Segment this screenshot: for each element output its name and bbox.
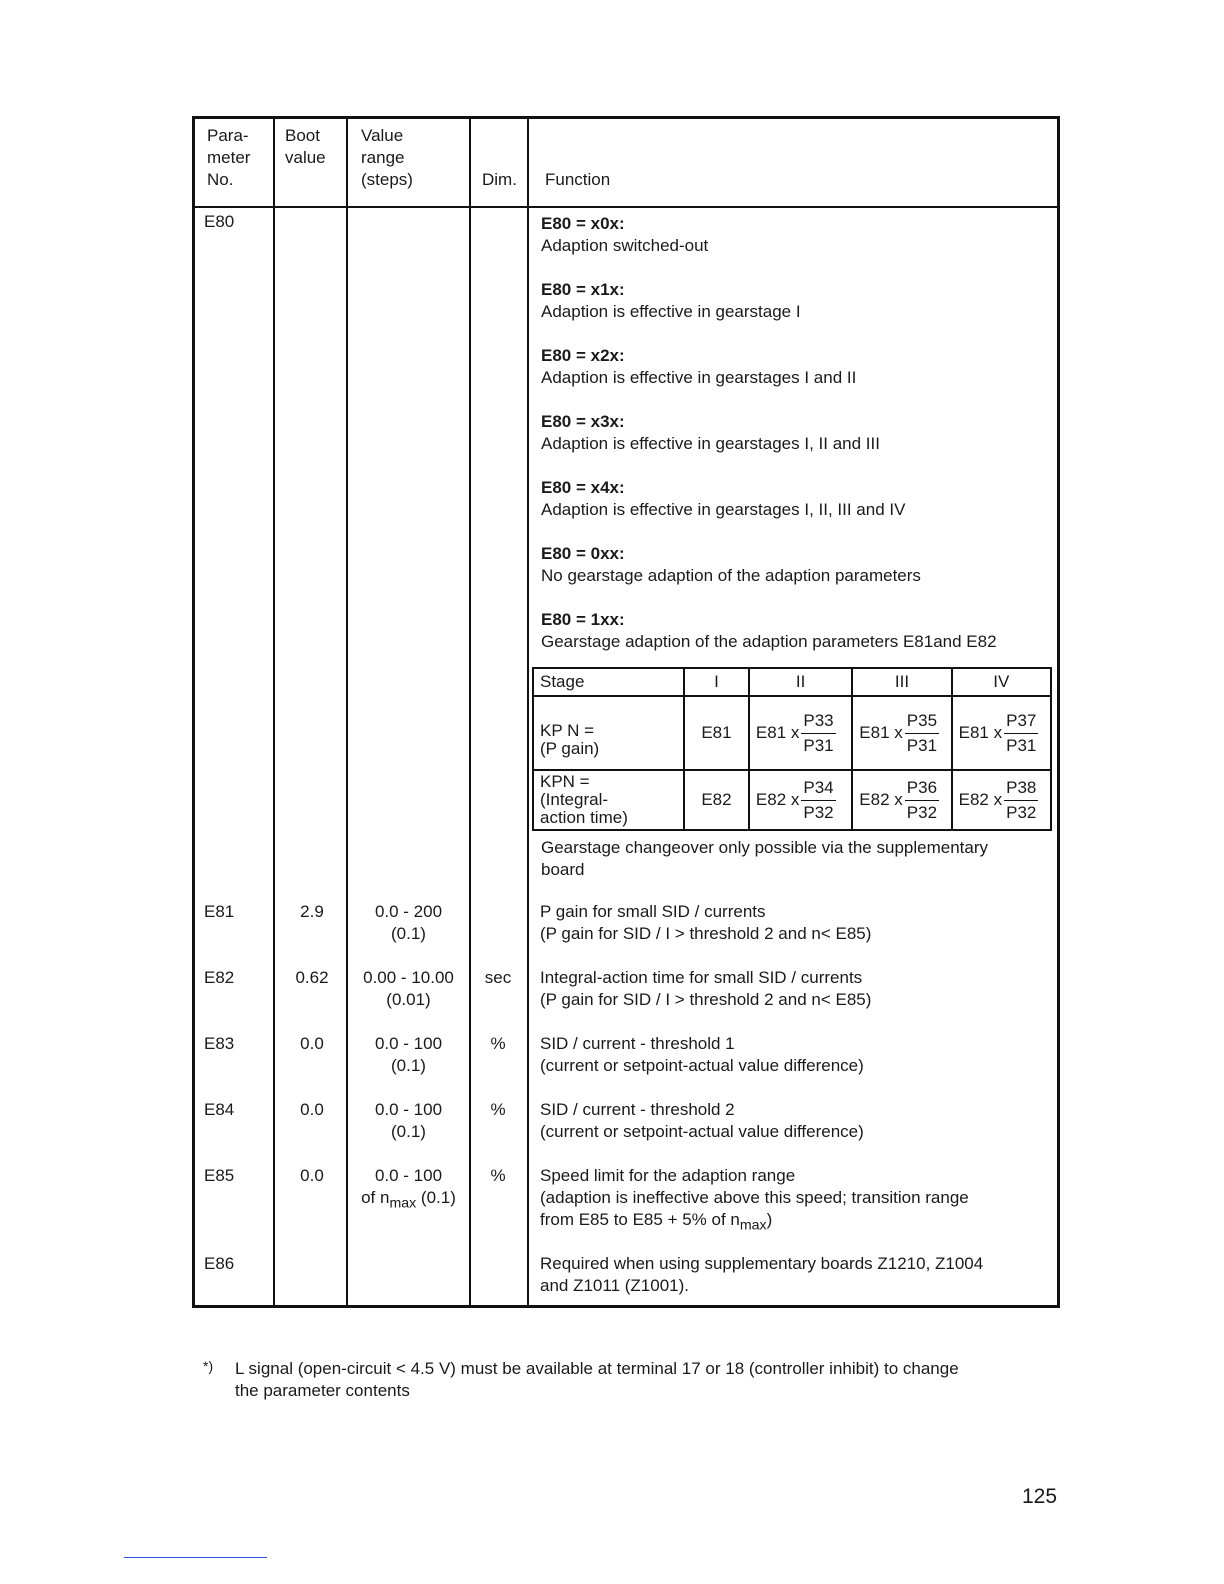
- e80-entry: E80 = x0x: Adaption switched-out: [541, 214, 709, 255]
- param-no: E83: [204, 1034, 235, 1053]
- value-range: 0.0 - 100 (0.1): [374, 1100, 443, 1141]
- kp-label: KP N = (P gain): [533, 696, 684, 770]
- value-range: 0.0 - 200 (0.1): [374, 902, 443, 943]
- boot-value: 0.0: [300, 1034, 324, 1053]
- table-row: [533, 696, 1051, 770]
- table-cell: E82 x P38 P32: [952, 770, 1051, 830]
- function-text: Speed limit for the adaption range (adaption is ineffective above this speed; transition range from E85 to E85 + 5% of $n_{max}$): [540, 1166, 969, 1234]
- table-header: Stage: [533, 668, 684, 696]
- e80-entry: E80 = x1x: Adaption is effective in gearstage I: [541, 280, 801, 321]
- table-header: II: [749, 668, 852, 696]
- e80-entry: E80 = x3x: Adaption is effective in gearstages I, II and III: [541, 412, 880, 453]
- value-range: 0.00 - 10.00 (0.01): [363, 968, 454, 1009]
- column-divider: [273, 119, 275, 1305]
- e80-entry: E80 = x4x: Adaption is effective in gearstages I, II, III and IV: [541, 478, 906, 519]
- footnote-text: L signal (open-circuit < 4.5 V) must be available at terminal 17 or 18 (controller inhibit) to change the parameter contents: [235, 1359, 959, 1400]
- header-divider: [195, 206, 1057, 208]
- e80-note: Gearstage changeover only possible via the supplementary board: [541, 838, 988, 879]
- header-range: Value range (steps): [361, 126, 413, 189]
- ti-label: KPN = (Integral- action time): [533, 770, 684, 830]
- table-row: [533, 668, 1051, 696]
- dimension: sec: [484, 968, 512, 987]
- gearstage-table: [532, 667, 1052, 831]
- header-function: Function: [545, 170, 611, 189]
- param-no: E84: [204, 1100, 235, 1119]
- header-param: Para- meter No.: [207, 126, 251, 189]
- parameter-table: [192, 116, 1060, 1308]
- boot-value: 0.0: [300, 1100, 324, 1119]
- table-cell: E82 x P34 P32: [749, 770, 852, 830]
- dimension: %: [490, 1100, 506, 1119]
- e80-entry: E80 = 1xx: Gearstage adaption of the adaption parameters E81and E82: [541, 610, 997, 651]
- table-header: I: [684, 668, 749, 696]
- function-text: P gain for small SID / currents (P gain for SID / I > threshold 2 and n< E85): [540, 902, 872, 943]
- column-divider: [527, 119, 529, 1305]
- dimension: %: [490, 1034, 506, 1053]
- page-number: 125: [1022, 1485, 1058, 1508]
- footnote: [203, 1358, 1053, 1402]
- e80-entry: E80 = 0xx: No gearstage adaption of the adaption parameters: [541, 544, 921, 585]
- param-no: E86: [204, 1254, 235, 1273]
- table-row: [533, 770, 1051, 830]
- function-text: Integral-action time for small SID / currents (P gain for SID / I > threshold 2 and n< E85): [540, 968, 872, 1009]
- function-text: SID / current - threshold 2 (current or setpoint-actual value difference): [540, 1100, 864, 1141]
- value-range: 0.0 - 100 (0.1): [374, 1034, 443, 1075]
- boot-value: 2.9: [300, 902, 324, 921]
- param-no: E82: [204, 968, 235, 987]
- function-text: Required when using supplementary boards Z1210, Z1004 and Z1011 (Z1001).: [540, 1254, 984, 1295]
- table-cell: E82 x P36 P32: [852, 770, 951, 830]
- boot-value: 0.0: [300, 1166, 324, 1185]
- table-header: IV: [952, 668, 1051, 696]
- table-cell: E81 x P37 P31: [952, 696, 1051, 770]
- param-no: E81: [204, 902, 235, 921]
- table-cell: E82: [684, 770, 749, 830]
- e80-entry: E80 = x2x: Adaption is effective in gearstages I and II: [541, 346, 857, 387]
- table-header: III: [852, 668, 951, 696]
- header-boot: Boot value: [285, 126, 326, 167]
- header-dim: Dim.: [482, 170, 517, 189]
- boot-value: 0.62: [295, 968, 329, 987]
- param-no: E85: [204, 1166, 235, 1185]
- table-cell: E81 x P35 P31: [852, 696, 951, 770]
- table-cell: E81 x P33 P31: [749, 696, 852, 770]
- value-range: 0.0 - 100 of $n_{max}$ (0.1): [361, 1166, 456, 1212]
- footnote-mark: *): [203, 1358, 214, 1374]
- dimension: %: [490, 1166, 506, 1185]
- function-text: SID / current - threshold 1 (current or setpoint-actual value difference): [540, 1034, 864, 1075]
- param-e80: E80: [204, 212, 235, 231]
- table-cell: E81: [684, 696, 749, 770]
- divider: [124, 1557, 267, 1558]
